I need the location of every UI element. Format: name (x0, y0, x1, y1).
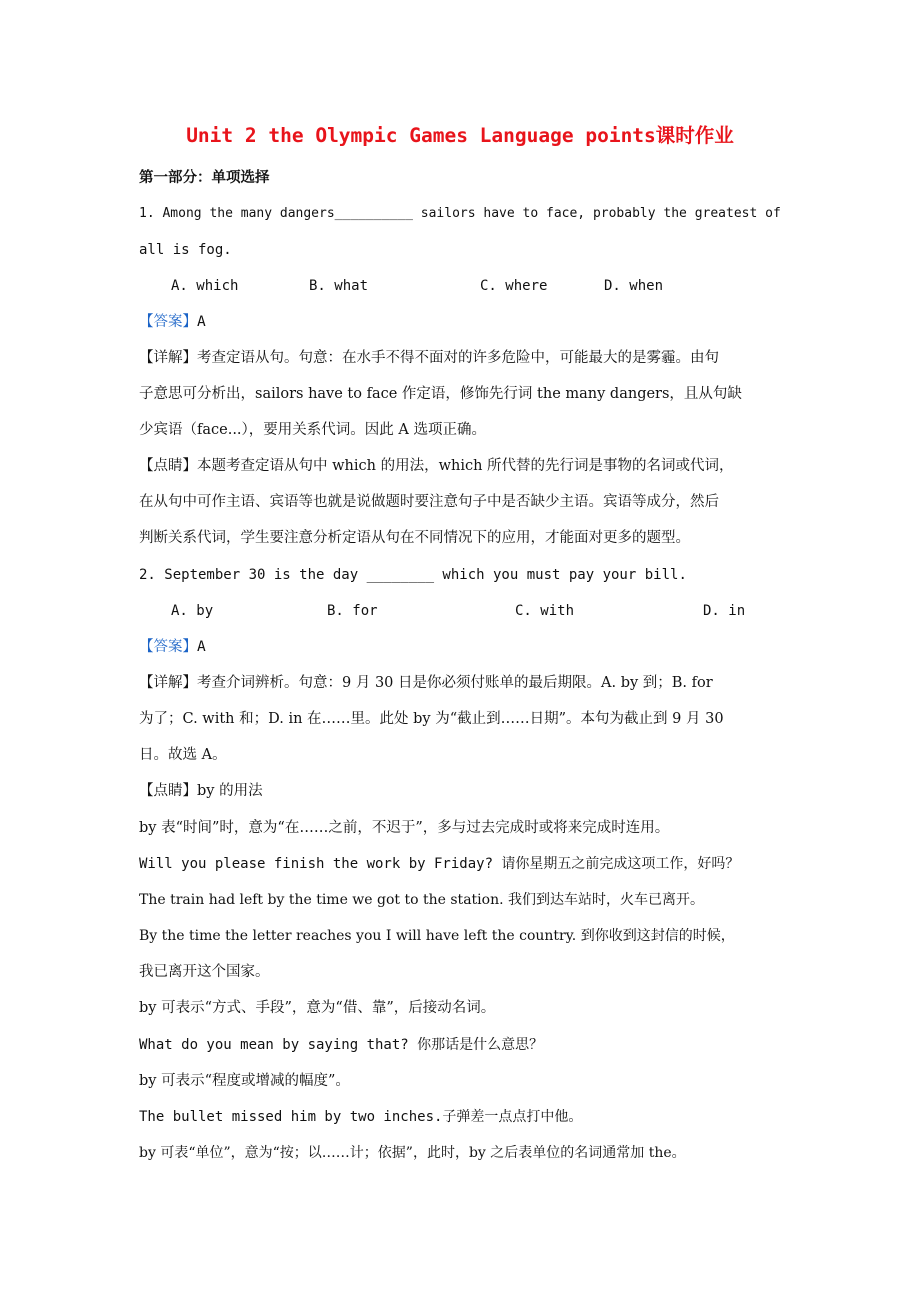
q2-answer-tag: 【答案】 (139, 639, 197, 655)
q2-usage-line: by 可表示“程度或增减的幅度”。 (139, 1073, 350, 1089)
q1-option-c: C. where (480, 278, 548, 294)
q2-usage-line: Will you please finish the work by Friday? 请你星期五之前完成这项工作，好吗？ (139, 856, 740, 872)
q1-answer (139, 312, 206, 332)
q2-usage-line: The bullet missed him by two inches.子弹差一点点打中他。 (139, 1109, 583, 1125)
q2-usage-line: by 可表“单位”，意为“按；以……计；依据”，此时，by 之后表单位的名词通常加 the。 (139, 1145, 686, 1161)
q1-stem-line1: 1. Among the many dangers__________ sailors have to face, probably the greatest of (139, 206, 781, 221)
document-title: Unit 2 the Olympic Games Language points课时作业 (186, 124, 734, 147)
q2-usage-line: by 可表示“方式、手段”，意为“借、靠”，后接动名词。 (139, 1000, 496, 1016)
q1-detail-line1: 【详解】考查定语从句。句意：在水手不得不面对的许多危险中，可能最大的是雾霾。由句 (139, 350, 719, 366)
q2-usage-line: By the time the letter reaches you I will have left the country. 到你收到这封信的时候， (139, 928, 735, 944)
q2-option-b: B. for (327, 603, 378, 619)
q2-option-c: C. with (515, 603, 575, 619)
q1-detail-line3: 少宾语（face...），要用关系代词。因此 A 选项正确。 (139, 422, 486, 438)
q2-option-a: A. by (171, 603, 214, 619)
q1-option-d: D. when (604, 278, 664, 294)
q2-usage-line: The train had left by the time we got to the station. 我们到达车站时，火车已离开。 (139, 892, 704, 908)
q2-answer-value: A (197, 639, 206, 655)
q1-tip-line1: 【点睛】本题考查定语从句中 which 的用法，which 所代替的先行词是事物的名词或代词， (139, 458, 734, 474)
q1-answer-value: A (197, 314, 206, 330)
q2-usage-line: What do you mean by saying that? 你那话是什么意思？ (139, 1037, 544, 1053)
q2-tip-heading: 【点睛】by 的用法 (139, 783, 263, 799)
q2-option-d: D. in (703, 603, 746, 619)
q2-answer (139, 637, 206, 657)
q1-tip-line2: 在从句中可作主语、宾语等也就是说做题时要注意句子中是否缺少主语。宾语等成分，然后 (139, 494, 719, 510)
q1-option-b: B. what (309, 278, 369, 294)
q1-answer-tag: 【答案】 (139, 314, 197, 330)
section-heading: 第一部分：单项选择 (139, 170, 270, 186)
q2-usage-line: 我已离开这个国家。 (139, 964, 270, 980)
q1-tip-line3: 判断关系代词，学生要注意分析定语从句在不同情况下的应用，才能面对更多的题型。 (139, 530, 690, 546)
q2-detail-line2: 为了；C. with 和；D. in 在……里。此处 by 为“截止到……日期”。本句为截止到 9 月 30 (139, 711, 724, 727)
q2-usage-line: by 表“时间”时，意为“在……之前，不迟于”，多与过去完成时或将来完成时连用。 (139, 820, 670, 836)
q1-option-a: A. which (171, 278, 239, 294)
q2-stem-line1: 2. September 30 is the day ________ which you must pay your bill. (139, 567, 687, 583)
q2-detail-line1: 【详解】考查介词辨析。句意：9 月 30 日是你必须付账单的最后期限。A. by 到；B. for (139, 675, 713, 691)
q2-detail-line3: 日。故选 A。 (139, 747, 227, 763)
q1-stem-line2: all is fog. (139, 242, 232, 258)
q1-detail-line2: 子意思可分析出，sailors have to face 作定语，修饰先行词 the many dangers，且从句缺 (139, 386, 742, 402)
